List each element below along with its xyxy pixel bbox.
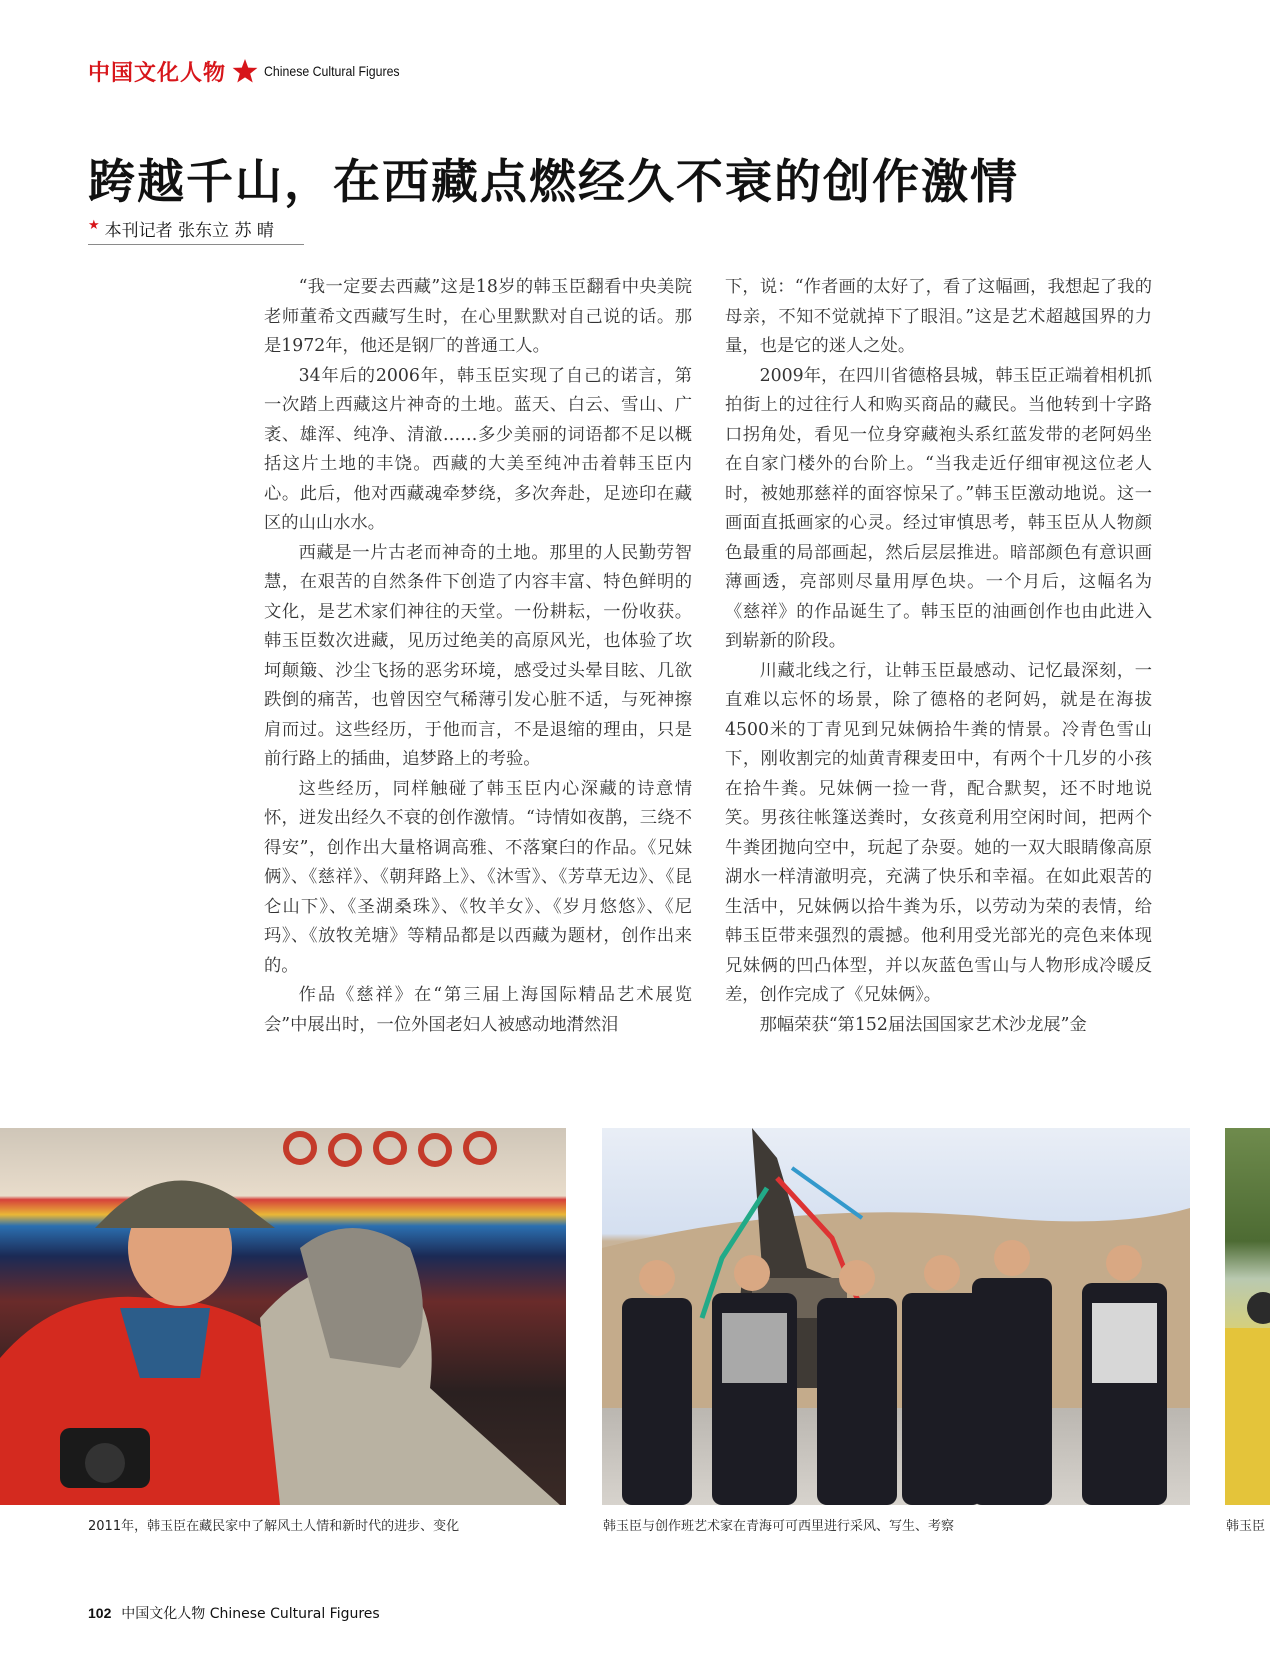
photo-caption-3: 韩玉臣 [1226, 1519, 1266, 1534]
red-star-icon [232, 58, 258, 84]
paragraph: 作品《慈祥》在“第三届上海国际精品艺术展览会”中展出时，一位外国老妇人被感动地潸然泪 [264, 985, 692, 1035]
photo-caption-1: 2011年，韩玉臣在藏民家中了解风土人情和新时代的进步、变化 [88, 1519, 460, 1534]
paragraph: 34年后的2006年，韩玉臣实现了自己的诺言，第一次踏上西藏这片神奇的土地。蓝天、白云、雪山、广袤、雄浑、纯净、清澈……多少美丽的词语都不足以概括这片土地的丰饶。西藏的大美至纯冲击着韩玉臣内心。此后，他对西藏魂牵梦绕，多次奔赴，足迹印在藏区的山山水水。 [264, 365, 692, 533]
photo-cropped-right [1225, 1128, 1270, 1505]
small-star-icon: ★ [88, 218, 100, 233]
page-footer [88, 1603, 380, 1623]
paragraph: 川藏北线之行，让韩玉臣最感动、记忆最深刻，一直难以忘怀的场景，除了德格的老阿妈，就是在海拔4500米的丁青见到兄妹俩拾牛粪的情景。冷青色雪山下，刚收割完的灿黄青稞麦田中，有两个十几岁的小孩在拾牛粪。兄妹俩一捡一背，配合默契，还不时地说笑。男孩往帐篷送粪时，女孩竟利用空闲时间，把两个牛粪团抛向空中，玩起了杂耍。她的一双大眼睛像高原湖水一样清澈明亮，充满了快乐和幸福。在如此艰苦的生活中，兄妹俩以拾牛粪为乐，以劳动为荣的表情，给韩玉臣带来强烈的震撼。他利用受光部光的亮色来体现兄妹俩的凹凸体型，并以灰蓝色雪山与人物形成冷暖反差，创作完成了《兄妹俩》。 [725, 660, 1152, 1005]
article-column-left [264, 273, 692, 1040]
paragraph: 那幅荣获“第152届法国国家艺术沙龙展”金 [759, 1014, 1087, 1035]
magazine-brand-en: Chinese Cultural Figures [264, 63, 400, 79]
paragraph: 2009年，在四川省德格县城，韩玉臣正端着相机抓拍街上的过往行人和购买商品的藏民。当他转到十字路口拐角处，看见一位身穿藏袍头系红蓝发带的老阿妈坐在自家门楼外的台阶上。“当我走近仔细审视这位老人时，被她那慈祥的面容惊呆了。”韩玉臣激动地说。这一画面直抵画家的心灵。经过审慎思考，韩玉臣从人物颜色最重的局部画起，然后层层推进。暗部颜色有意识画薄画透，亮部则尽量用厚色块。一个月后，这幅名为《慈祥》的作品诞生了。韩玉臣的油画创作也由此进入到崭新的阶段。 [725, 365, 1152, 651]
paragraph: 这些经历，同样触碰了韩玉臣内心深藏的诗意情怀，迸发出经久不衰的创作激情。“诗情如夜鹊，三绕不得安”，创作出大量格调高雅、不落窠臼的作品。《兄妹俩》、《慈祥》、《朝拜路上》、《沐雪》、《芳草无边》、《昆仑山下》、《圣湖桑珠》、《牧羊女》、《岁月悠悠》、《尼玛》、《放牧羌塘》等精品都是以西藏为题材，创作出来的。 [264, 778, 692, 976]
article-column-right [725, 273, 1152, 1040]
paragraph: 西藏是一片古老而神奇的土地。那里的人民勤劳智慧，在艰苦的自然条件下创造了内容丰富、特色鲜明的文化，是艺术家们神往的天堂。一份耕耘，一份收获。韩玉臣数次进藏，见历过绝美的高原风光，也体验了坎坷颠簸、沙尘飞扬的恶劣环境，感受过头晕目眩、几欲跌倒的痛苦，也曾因空气稀薄引发心脏不适，与死神擦肩而过。这些经历，于他而言，不是退缩的理由，只是前行路上的插曲，追梦路上的考验。 [264, 542, 692, 769]
paragraph: 下，说：“作者画的太好了，看了这幅画，我想起了我的母亲，不知不觉就掉下了眼泪。”这是艺术超越国界的力量，也是它的迷人之处。 [725, 277, 1152, 356]
photo-artist-with-elder [0, 1128, 566, 1505]
footer-text: 中国文化人物 Chinese Cultural Figures [121, 1606, 380, 1622]
photo-group-at-monument [602, 1128, 1190, 1505]
magazine-header [88, 56, 418, 86]
photo-caption-2: 韩玉臣与创作班艺术家在青海可可西里进行采风、写生、考察 [603, 1519, 955, 1534]
byline [88, 216, 304, 245]
page-number: 102 [88, 1605, 112, 1621]
magazine-brand-cn: 中国文化人物 [88, 59, 227, 86]
byline-text: 本刊记者 张东立 苏 晴 [104, 221, 274, 241]
paragraph: “我一定要去西藏”这是18岁的韩玉臣翻看中央美院老师董希文西藏写生时，在心里默默对自己说的话。那是1972年，他还是钢厂的普通工人。 [264, 277, 692, 356]
article-title: 跨越千山，在西藏点燃经久不衰的创作激情 [88, 155, 1019, 210]
